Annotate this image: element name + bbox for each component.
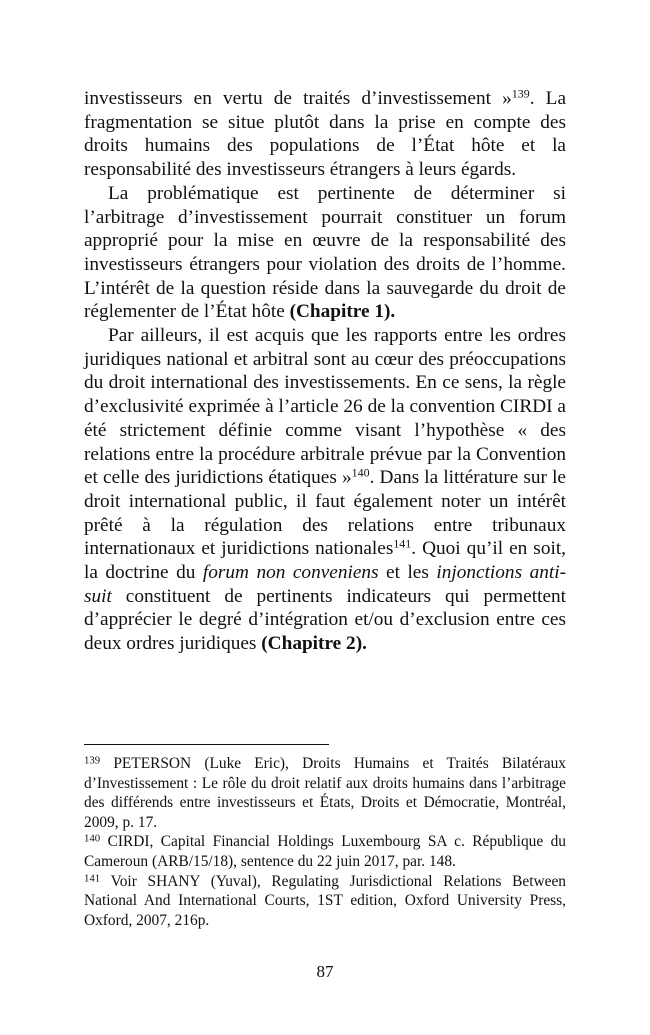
footnote-text: Voir SHANY (Yuval), Regulating Jurisdictional Relations Between National And International Courts, 1ST edition, Oxford University Press, Oxford, 2007, 216p. [84, 872, 566, 929]
paragraph-text: constituent de pertinents indicateurs qui permettent d’apprécier le degré d’intégration et/ou d’exclusion entre ces deux ordres juridiques [84, 585, 566, 655]
paragraph-text: Par ailleurs, il est acquis que les rapports entre les ordres juridiques national et arbitral sont au cœur des préoccupations du droit international des investissements. En ce sens, la règle d’exclusivité exprimée à l’article 26 de la convention CIRDI a été strictement définie comme visant l’hypothèse « des relations entre la procédure arbitrale prévue par la Convention et celle des juridictions étatiques » [84, 325, 566, 489]
chapter-ref: (Chapitre 2). [261, 633, 367, 655]
footnote-140 [84, 832, 566, 871]
paragraph-text: La problématique est pertinente de déterminer si l’arbitrage d’investissement pourrait constituer un forum approprié pour la mise en œuvre de la responsabilité des investisseurs étrangers pour violation des droits de l’homme. L’intérêt de la question réside dans la sauvegarde du droit de réglementer de l’État hôte [84, 182, 566, 323]
italic-term: injonctions anti-suit [84, 562, 566, 607]
paragraph-2 [84, 182, 566, 324]
footnote-number: 139 [84, 754, 101, 767]
paragraph-text: investisseurs en vertu de traités d’investissement » [84, 88, 512, 109]
paragraph-1 [84, 87, 566, 182]
paragraph-text: . Dans la littérature sur le droit international public, il faut également noter un intérêt prêté à la régulation des relations entre tribunaux internationaux et juridictions nationales [84, 467, 566, 560]
footnote-number: 141 [84, 872, 101, 885]
paragraph-text: et les [378, 562, 437, 584]
footnote-divider [84, 744, 329, 745]
footnote-ref-139[interactable]: 139 [511, 86, 530, 101]
chapter-ref: (Chapitre 1). [289, 301, 396, 323]
footnote-number: 140 [84, 833, 101, 846]
footnote-139 [84, 754, 566, 832]
footnotes [84, 754, 566, 930]
footnote-141 [84, 872, 566, 931]
footnote-ref-140[interactable]: 140 [351, 465, 370, 480]
paragraph-text: . La fragmentation se situe plutôt dans la prise en compte des droits humains des populations de l’État hôte et la responsabilité des investisseurs étrangers à leurs égards. [84, 88, 567, 181]
footnote-text: CIRDI, Capital Financial Holdings Luxembourg SA c. République du Cameroun (ARB/15/18), sentence du 22 juin 2017, par. 148. [84, 833, 566, 870]
body-text [84, 87, 566, 656]
footnote-text: PETERSON (Luke Eric), Droits Humains et Traités Bilatéraux d’Investissement : Le rôle du droit relatif aux droits humains dans l’arbitrage des différends entre investisseurs et États, Droits et Démocratie, Montréal, 2009, p. 17. [84, 755, 566, 831]
footnote-ref-141[interactable]: 141 [393, 536, 412, 551]
paragraph-3 [84, 324, 566, 656]
page-number: 87 [316, 962, 334, 981]
paragraph-text: . Quoi qu’il en soit, la doctrine du [84, 538, 566, 584]
italic-term: forum non conveniens [202, 562, 379, 584]
